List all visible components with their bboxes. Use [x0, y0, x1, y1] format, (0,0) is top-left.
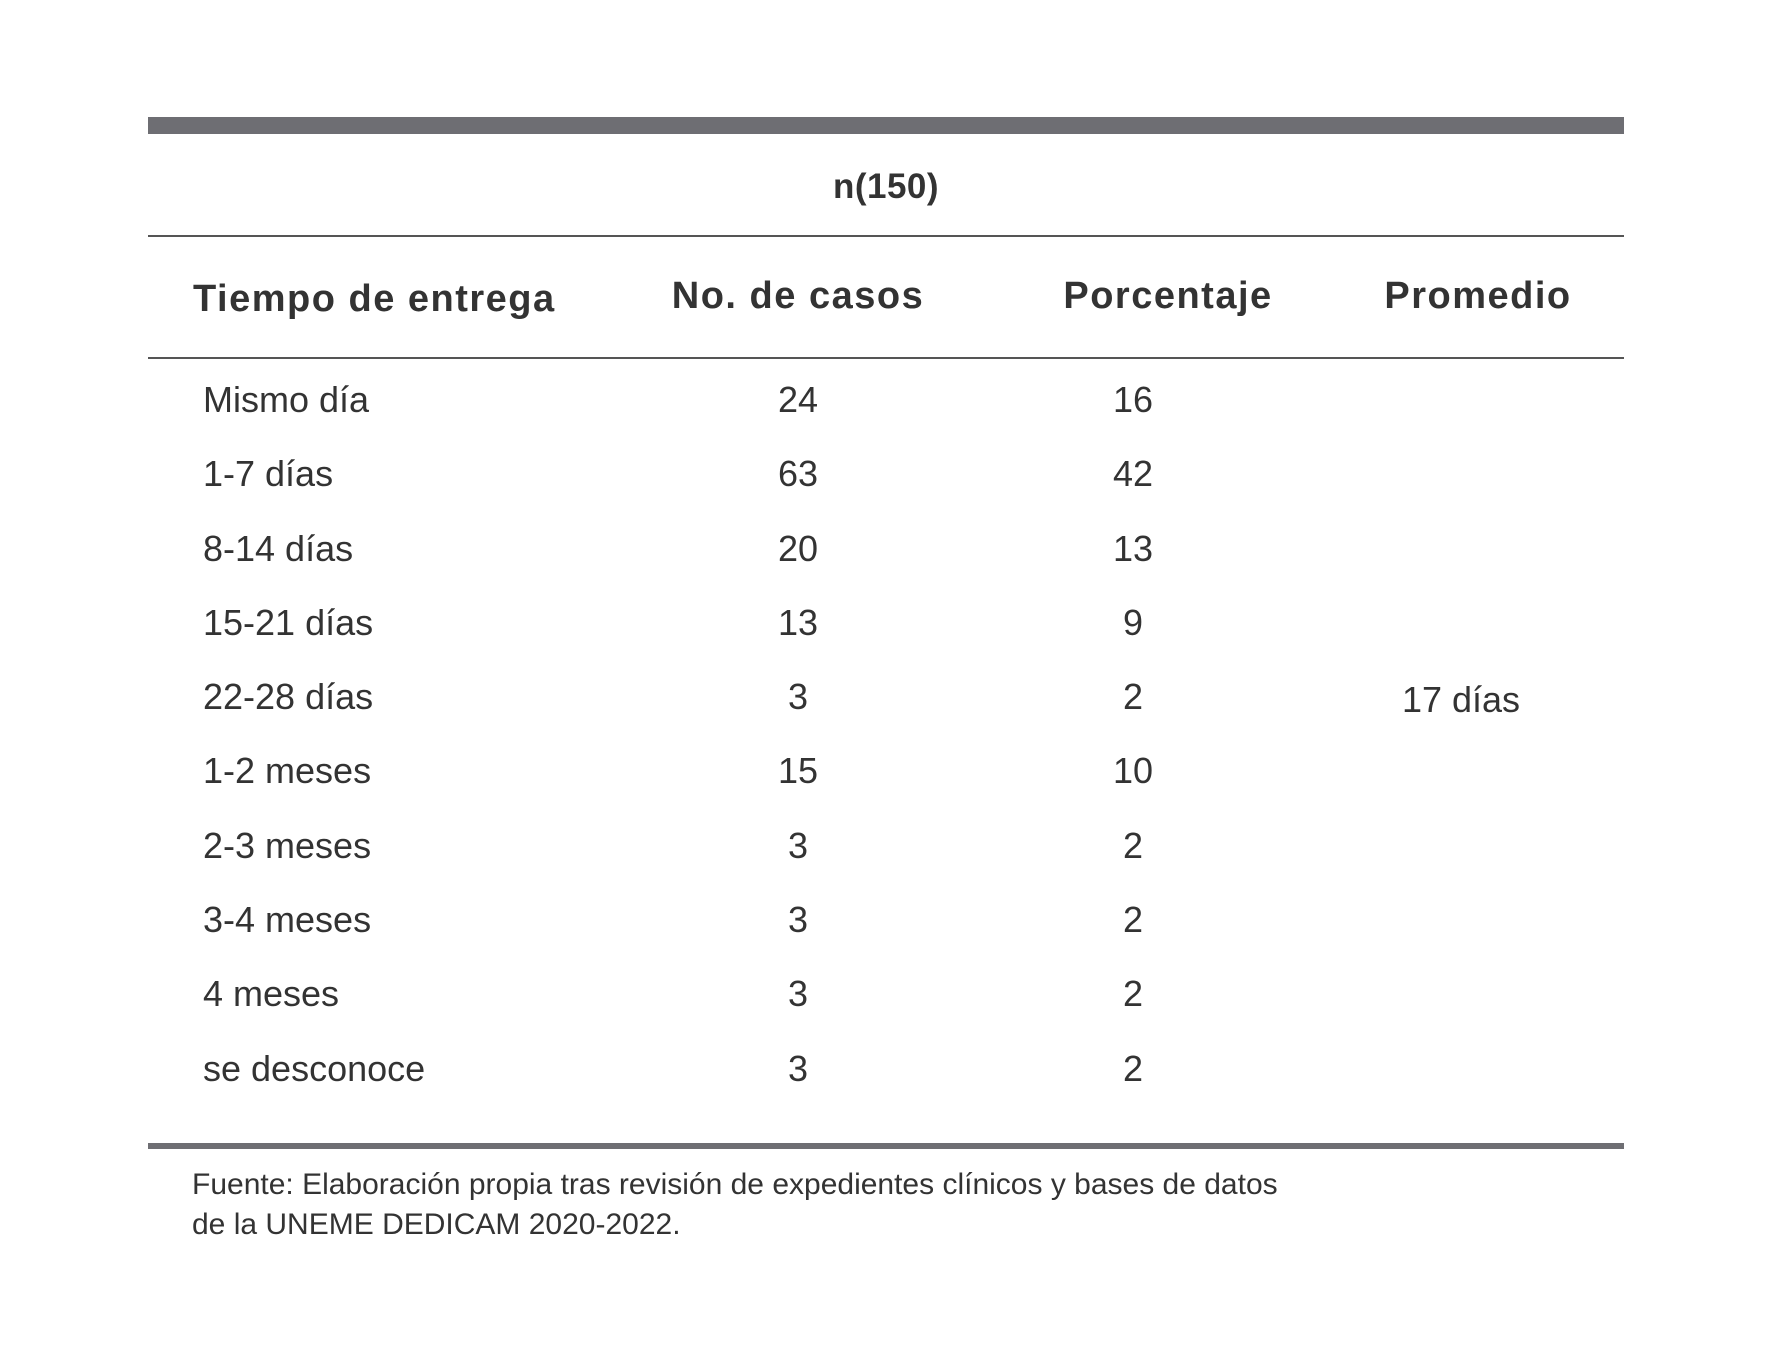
source-line-2: de la UNEME DEDICAM 2020-2022. — [192, 1208, 681, 1241]
cell-tiempo: 22-28 días — [203, 676, 374, 718]
header-bottom-divider — [148, 357, 1624, 359]
header-top-divider — [148, 235, 1624, 237]
cell-casos: 20 — [777, 527, 819, 569]
cell-porcentaje: 9 — [1122, 601, 1144, 643]
cell-porcentaje: 16 — [1112, 379, 1154, 420]
table-row — [148, 973, 1624, 1047]
table-body — [148, 379, 1624, 1122]
table-row — [148, 899, 1624, 973]
bottom-rule — [148, 1143, 1624, 1149]
cell-tiempo: 1-2 meses — [203, 750, 372, 792]
cell-casos: 3 — [787, 676, 809, 718]
table-row — [148, 825, 1624, 899]
cell-casos: 63 — [777, 453, 819, 495]
table-row — [148, 379, 1624, 453]
cell-porcentaje: 2 — [1122, 899, 1144, 941]
cell-casos: 3 — [787, 899, 809, 941]
cell-casos: 3 — [787, 824, 809, 866]
sample-size-label: n(150) — [832, 167, 940, 206]
header-porcentaje: Porcentaje — [1063, 275, 1273, 317]
cell-casos: 15 — [777, 750, 819, 792]
table-row — [148, 750, 1624, 824]
cell-promedio-value: 17 días — [1401, 679, 1521, 720]
header-tiempo-de-entrega: Tiempo de entrega — [193, 278, 556, 320]
cell-casos: 13 — [777, 601, 819, 643]
header-no-de-casos: No. de casos — [671, 275, 925, 317]
cell-porcentaje: 2 — [1122, 1047, 1144, 1089]
table-row — [148, 602, 1624, 676]
table-row — [148, 528, 1624, 602]
cell-porcentaje: 2 — [1122, 676, 1144, 718]
cell-porcentaje: 13 — [1112, 527, 1154, 569]
cell-porcentaje: 2 — [1122, 973, 1144, 1015]
header-promedio: Promedio — [1384, 275, 1572, 317]
cell-tiempo: 4 meses — [203, 973, 340, 1015]
cell-porcentaje: 2 — [1122, 824, 1144, 866]
cell-casos: 3 — [787, 973, 809, 1015]
cell-casos: 3 — [787, 1047, 809, 1089]
top-rule — [148, 117, 1624, 134]
cell-casos: 24 — [777, 379, 819, 420]
table-row — [148, 453, 1624, 527]
cell-tiempo: 1-7 días — [203, 453, 334, 495]
source-line-1: Fuente: Elaboración propia tras revisión de expedientes clínicos y bases de datos — [192, 1168, 1278, 1201]
cell-tiempo: 3-4 meses — [203, 899, 372, 941]
cell-porcentaje: 42 — [1112, 453, 1154, 495]
table-row — [148, 1048, 1624, 1122]
cell-tiempo: 8-14 días — [203, 527, 354, 569]
cell-porcentaje: 10 — [1112, 750, 1154, 792]
cell-tiempo: se desconoce — [203, 1047, 426, 1089]
cell-tiempo: 2-3 meses — [203, 824, 372, 866]
cell-tiempo: Mismo día — [203, 379, 370, 420]
source-note — [192, 1165, 1492, 1245]
cell-tiempo: 15-21 días — [203, 601, 374, 643]
